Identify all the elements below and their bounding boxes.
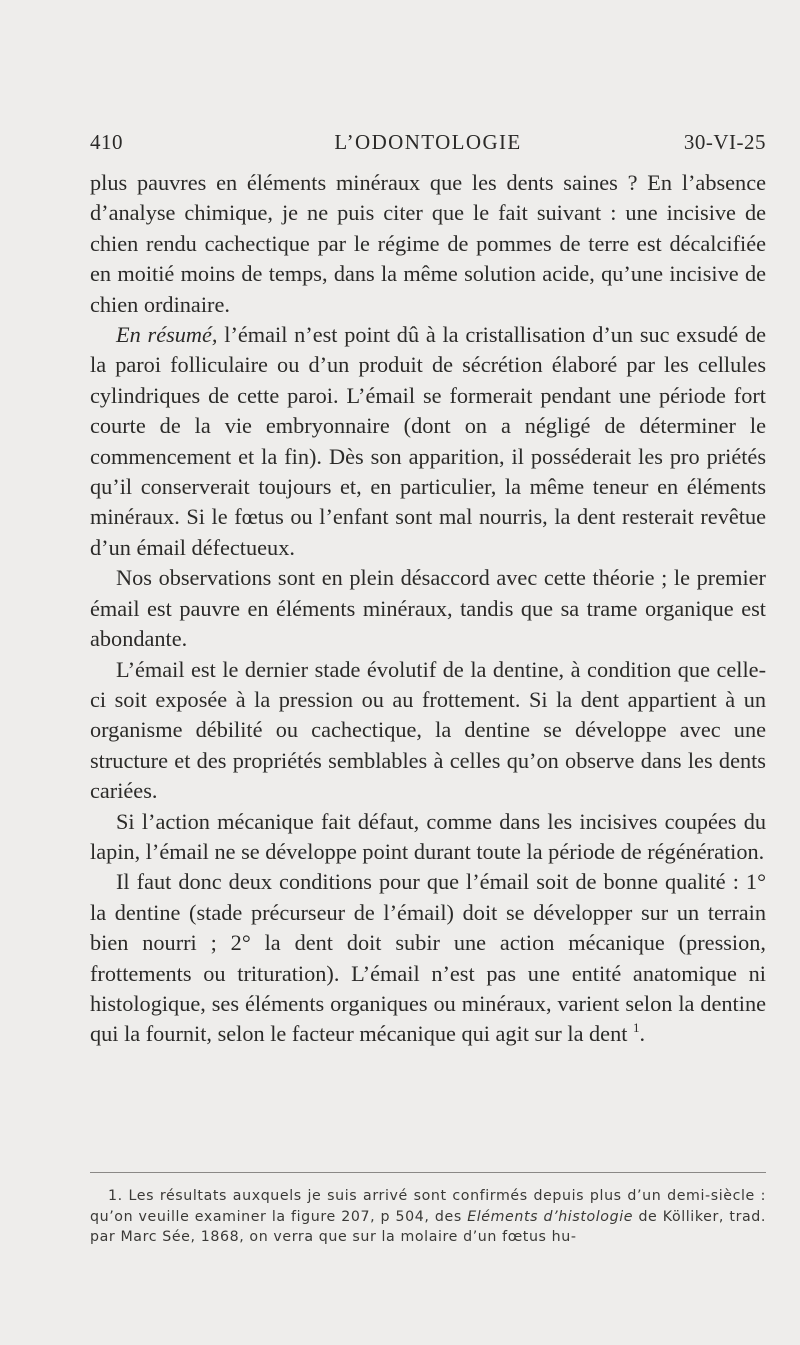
paragraph-6 [90, 867, 766, 1052]
paragraph-2-text: l’émail n’est point dû à la cristallisation d’un suc exsudé de la paroi folliculaire ou d’un produit de sécrétion élaboré par les cellules cylindriques de cette paroi. L’émail se formerait pendant une période fort courte de la vie embryonnaire (dont on a négligé de déterminer le commencement et la fin). Dès son apparition, il posséderait les pro priétés qu’il conserverait toujours et, en particulier, la même teneur en éléments minéraux. Si le fœtus ou l’enfant sont mal nourris, la dent resterait revêtue d’un émail défectueux. [90, 322, 766, 560]
paragraph-1: plus pauvres en éléments minéraux que les dents saines ? En l’absence d’analyse chimique, je ne puis citer que le fait suivant : une incisive de chien rendu cachectique par le régime de pommes de terre est décalcifiée en moitié moins de temps, dans la même solution acide, qu’une incisive de chien ordinaire. [90, 170, 766, 317]
paragraph-4: L’émail est le dernier stade évolutif de la dentine, à condition que celle-ci soit exposée à la pression ou au frottement. Si la dent appartient à un organisme débilité ou cachectique, la dentine se développe avec une structure et des propriétés semblables à celles qu’on observe dans les dents cariées. [90, 656, 766, 804]
footnote-italic-title: Eléments d’histologie [467, 1208, 634, 1225]
running-head [90, 130, 766, 160]
footnote-reference: 1 [633, 1020, 640, 1036]
paragraph-6-text: Il faut donc deux conditions pour que l’émail soit de bonne qualité : 1° la dentine (stade précurseur de l’émail) doit se développer sur un terrain bien nourri ; 2° la dent doit subir une action mécanique (pression, frottements ou trituration). L’émail n’est pas une entité anatomique ni histologique, ses éléments organiques ou minéraux, varient selon la dentine qui la fournit, selon le facteur mécanique qui agit sur la dent [90, 869, 766, 1047]
footnote-text-a: 1. Les résultats auxquels je suis arrivé sont confirmés depuis plus d’un demi-siècle : qu’on veuille examiner la figure 207, p 504, des [90, 1188, 766, 1225]
paragraph-3: Nos observations sont en plein désaccord avec cette théorie ; le premier émail est pauvre en éléments minéraux, tandis que sa trame organique est abondante. [90, 565, 766, 652]
footnote-1 [90, 1186, 766, 1248]
paragraph-2 [90, 320, 766, 563]
body-text [90, 168, 766, 1053]
paragraph-6-end: . [639, 1021, 646, 1047]
footnote-divider [90, 1172, 766, 1173]
paragraph-5: Si l’action mécanique fait défaut, comme dans les incisives coupées du lapin, l’émail ne se développe point durant toute la période de régénération. [90, 808, 766, 864]
issue-date: 30-VI-25 [683, 130, 766, 154]
paragraph-2-italic-lead: En résumé, [116, 322, 218, 348]
journal-title: L’ODONTOLOGIE [334, 130, 522, 154]
footnote-text-b: de Kölliker, trad. par Marc Sée, 1868, on verra que sur la molaire d’un fœtus hu- [90, 1208, 767, 1245]
footnote [90, 1186, 766, 1248]
page-number: 410 [90, 130, 123, 154]
